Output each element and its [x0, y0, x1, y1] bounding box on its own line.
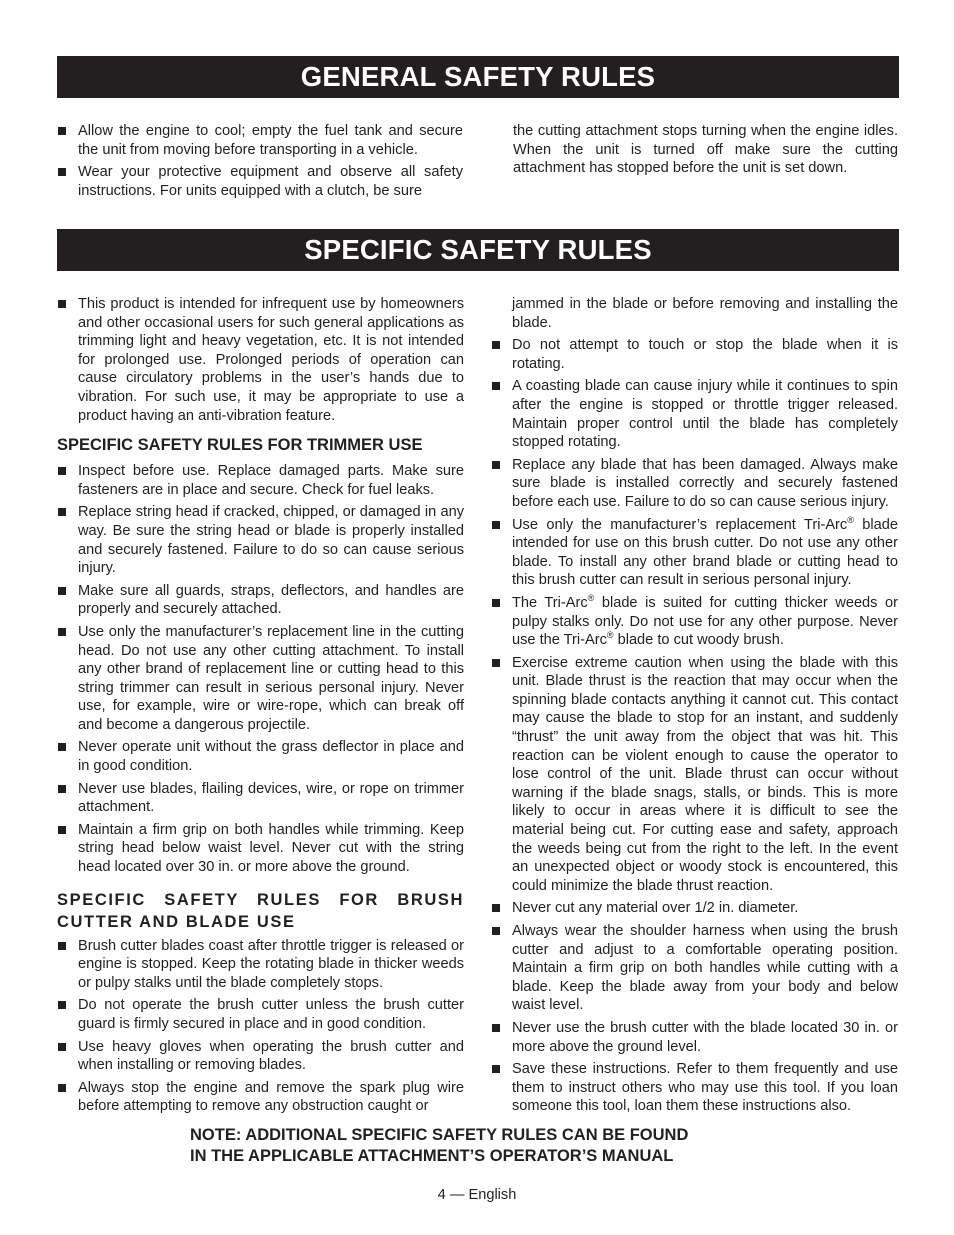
page-footer: 4 — English: [437, 1187, 517, 1203]
blade-rule-item: Replace any blade that has been damaged. Always make sure blade is installed correctly and securely fastened before each use. Failure to do so can cause serious injury.: [491, 456, 898, 512]
brush-cutter-rule-item: Do not operate the brush cutter unless the brush cutter guard is firmly secured in place and in good condition.: [57, 996, 464, 1033]
general-left-column: [57, 122, 463, 204]
trimmer-rule-item: Maintain a firm grip on both handles while trimming. Keep string head below waist level. Never cut with the string head located over 30 in. or more above the ground.: [57, 821, 464, 877]
brush-cutter-rule-item: Always stop the engine and remove the spark plug wire before attempting to remove any obstruction caught or: [57, 1079, 464, 1116]
trimmer-rule-item: Replace string head if cracked, chipped, or damaged in any way. Be sure the string head or blade is properly installed and securely fastened. Failure to do so can cause serious injury.: [57, 503, 464, 577]
specific-safety-rules-banner: SPECIFIC SAFETY RULES: [57, 229, 899, 271]
intro-bullet: This product is intended for infrequent use by homeowners and other occasional users for such general applications as trimming light and heavy vegetation, etc. It is not intended for prolonged use. Prolonged periods of operation can cause circulatory problems in the user’s hands due to vibration. For such use, it may be appropriate to use a product having an anti-vibration feature.: [57, 295, 464, 425]
specific-left-column: [57, 295, 464, 1120]
blade-rule-item: A coasting blade can cause injury while it continues to spin after the engine is stopped or throttle trigger released. Maintain proper control until the blade has completely stopped rotating.: [491, 377, 898, 451]
general-rules-list: [57, 122, 463, 200]
note-line-2: IN THE APPLICABLE ATTACHMENT’S OPERATOR’S MANUAL: [190, 1146, 674, 1165]
brush-cutter-rule-item: Use heavy gloves when operating the brush cutter and when installing or removing blades.: [57, 1038, 464, 1075]
trimmer-rule-item: Use only the manufacturer’s replacement line in the cutting head. Do not use any other cutting attachment. To install any other brand of replacement line or cutting head to this string trimmer can result in serious personal injury. Never use, for example, wire or wire-rope, which can break off and become a dangerous projectile.: [57, 623, 464, 735]
triarc-replacement-item: Use only the manufacturer’s replacement Tri-Arc® blade intended for use on this brush cutter. Do not use any other blade. To install any other brand blade or cutting head to this brush cutter can result in serious personal injury.: [491, 516, 898, 590]
brush-cutter-heading: SPECIFIC SAFETY RULES FOR BRUSH CUTTER AND BLADE USE: [57, 890, 464, 931]
trimmer-rule-item: Make sure all guards, straps, deflectors, and handles are properly and securely attached.: [57, 582, 464, 619]
specific-right-column: [491, 295, 898, 1120]
blade-rule-item: Always wear the shoulder harness when using the brush cutter and adjust to a comfortable operating position. Maintain a firm grip on both handles while cutting with a blade. Keep the blade away from your body and below waist level.: [491, 922, 898, 1015]
general-safety-rules-banner: GENERAL SAFETY RULES: [57, 56, 899, 98]
triarc-usage-item: The Tri-Arc® blade is suited for cutting thicker weeds or pulpy stalks only. Do not use for any other purpose. Never use the Tri-Arc® blade to cut woody brush.: [491, 594, 898, 650]
blade-rule-item: Never cut any material over 1/2 in. diameter.: [491, 899, 898, 918]
brush-continuation-text: jammed in the blade or before removing and installing the blade.: [512, 296, 898, 331]
trimmer-rule-item: Inspect before use. Replace damaged parts. Make sure fasteners are in place and secure. Check for fuel leaks.: [57, 462, 464, 499]
additional-rules-note: [190, 1125, 890, 1166]
note-line-1: NOTE: ADDITIONAL SPECIFIC SAFETY RULES CAN BE FOUND: [190, 1126, 689, 1144]
general-rule-item: Wear your protective equipment and observe all safety instructions. For units equipped with a clutch, be sure: [57, 163, 463, 200]
blade-rule-item: Never use the brush cutter with the blade located 30 in. or more above the ground level.: [491, 1019, 898, 1056]
blade-rule-item: Save these instructions. Refer to them frequently and use them to instruct others who may use this tool. If you loan someone this tool, loan them these instructions also.: [491, 1060, 898, 1116]
blade-rule-item: Do not attempt to touch or stop the blade when it is rotating.: [491, 336, 898, 373]
trimmer-rule-item: Never use blades, flailing devices, wire, or rope on trimmer attachment.: [57, 780, 464, 817]
trimmer-rules-list: [57, 462, 464, 876]
blade-thrust-rules-list: [491, 654, 898, 1116]
blade-rule-item: Exercise extreme caution when using the blade with this unit. Blade thrust is the reaction that may occur when the spinning blade contacts anything it cannot cut. This contact may cause the blade to stop for an instant, and suddenly “thrust” the unit away from the object that was hit. This reaction can be violent enough to cause the operator to lose control of the unit. Blade thrust can occur without warning if the blade snags, stalls, or binds. This is more likely to occur in areas where it is difficult to see the material being cut. For cutting ease and safety, approach the weeds being cut from the right to the left. In the event an unexpected object or woody stock is encountered, this could minimize the blade thrust reaction.: [491, 654, 898, 896]
general-rule-item: Allow the engine to cool; empty the fuel tank and secure the unit from moving before transporting in a vehicle.: [57, 122, 463, 159]
trimmer-use-heading: SPECIFIC SAFETY RULES FOR TRIMMER USE: [57, 436, 423, 455]
trimmer-rule-item: Never operate unit without the grass deflector in place and in good condition.: [57, 738, 464, 775]
blade-rules-list: [491, 336, 898, 511]
brush-cutter-rules-list: [57, 937, 464, 1116]
general-right-column: [492, 122, 898, 182]
general-continuation-text: the cutting attachment stops turning when the engine idles. When the unit is turned off make sure the cutting attachment has stopped before the unit is set down.: [513, 123, 898, 177]
brush-cutter-rule-item: Brush cutter blades coast after throttle trigger is released or engine is stopped. Keep the rotating blade in thicker weeds or pulpy stalks until the blade completely stops.: [57, 937, 464, 993]
